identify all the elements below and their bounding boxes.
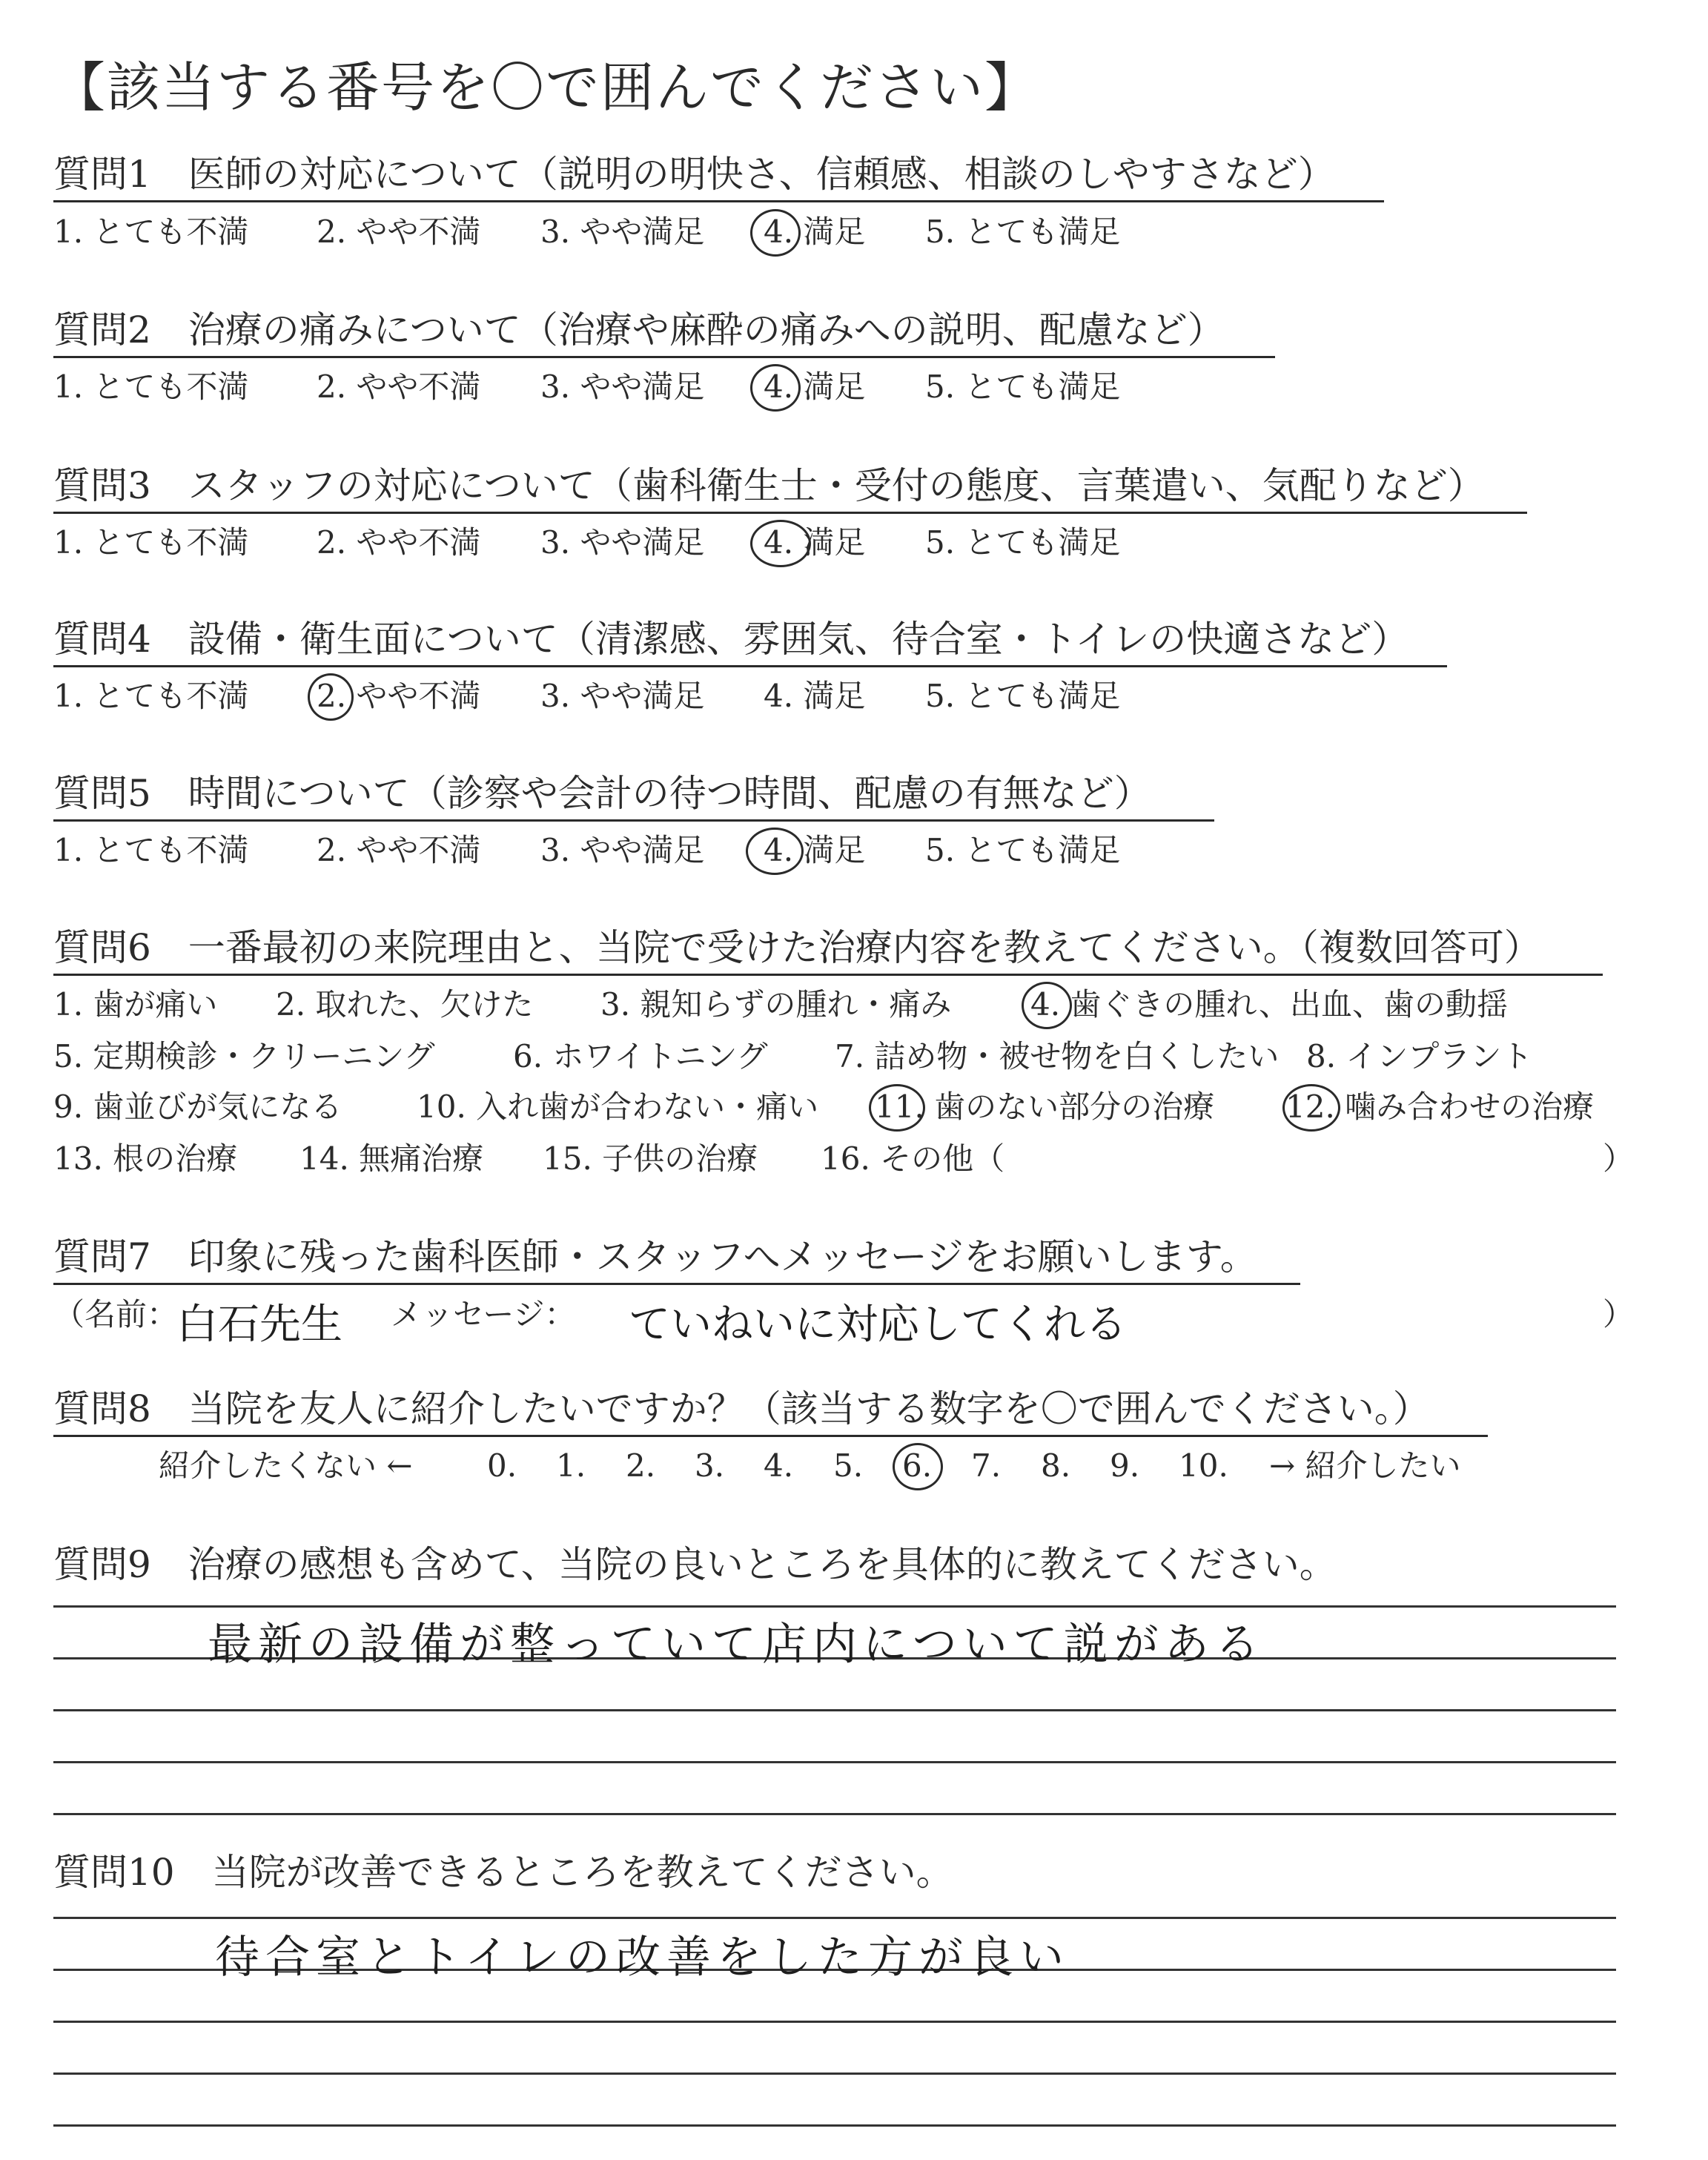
q7-close: ） (1603, 1296, 1635, 1332)
q1-title: 質問1 医師の対応について（説明の明快さ、信頼感、相談のしやすさなど） (53, 153, 1335, 196)
q3-option-4[interactable]: 4. 満足 (764, 524, 866, 561)
q4-option-1[interactable]: 1. とても不満 (53, 678, 249, 714)
q2-option-2[interactable]: 2. やや不満 (317, 369, 481, 405)
q10-answer[interactable]: 待合室とトイレの改善をした方が良い (215, 1932, 1070, 1984)
q5-title: 質問5 時間について（診察や会計の待つ時間、配慮の有無など） (53, 772, 1151, 815)
q4-title: 質問4 設備・衛生面について（清潔感、雰囲気、待合室・トイレの快適さなど） (53, 618, 1409, 661)
q9-answer[interactable]: 最新の設備が整っていて店内について説がある (208, 1619, 1265, 1671)
q7-name-value[interactable]: 白石先生 (176, 1301, 342, 1349)
q3-option-3[interactable]: 3. やや満足 (540, 524, 705, 561)
q10-answer-line-3 (53, 2021, 1616, 2023)
q9-answer-line-1 (53, 1605, 1616, 1608)
q3-option-2[interactable]: 2. やや不満 (317, 524, 481, 561)
q2-title: 質問2 治療の痛みについて（治療や麻酔の痛みへの説明、配慮など） (53, 308, 1225, 351)
q8-scale-1[interactable]: 1. (556, 1447, 586, 1484)
q9-title: 質問9 治療の感想も含めて、当院の良いところを具体的に教えてください。 (53, 1543, 1337, 1586)
q7-message-value[interactable]: ていねいに対応してくれる (629, 1301, 1127, 1349)
q4-option-5[interactable]: 5. とても満足 (925, 678, 1121, 714)
q2-option-1[interactable]: 1. とても不満 (53, 369, 249, 405)
q2-selected-circle (750, 364, 801, 412)
q2-option-4[interactable]: 4. 満足 (764, 369, 866, 405)
q8-scale-9[interactable]: 9. (1110, 1447, 1140, 1484)
q8-selected-circle (893, 1443, 943, 1490)
q6-underline (53, 974, 1603, 976)
q8-left-label: 紹介したくない ← (159, 1447, 413, 1484)
q6-title: 質問6 一番最初の来院理由と、当院で受けた治療内容を教えてください。（複数回答可） (53, 926, 1541, 969)
q5-option-3[interactable]: 3. やや満足 (540, 832, 705, 868)
q8-title: 質問8 当院を友人に紹介したいですか？（該当する数字を〇で囲んでください。） (53, 1387, 1430, 1430)
q6-option-3[interactable]: 3. 親知らずの腫れ・痛み (600, 986, 952, 1023)
q10-answer-line-4 (53, 2073, 1616, 2075)
q6-option-10[interactable]: 10. 入れ歯が合わない・痛い (417, 1089, 819, 1125)
q5-underline (53, 819, 1214, 822)
q6-option-4-circle (1022, 982, 1072, 1029)
q1-option-1[interactable]: 1. とても不満 (53, 214, 249, 250)
q6-option-6[interactable]: 6. ホワイトニング (513, 1038, 768, 1074)
q1-option-2[interactable]: 2. やや不満 (317, 214, 481, 250)
q1-option-4[interactable]: 4. 満足 (764, 214, 866, 250)
q10-answer-line-5 (53, 2124, 1616, 2127)
q8-scale-4[interactable]: 4. (764, 1447, 794, 1484)
q6-option-4[interactable]: 4. 歯ぐきの腫れ、出血、歯の動揺 (1030, 986, 1508, 1023)
q5-selected-circle (746, 828, 804, 875)
q8-scale-7[interactable]: 7. (971, 1447, 1002, 1484)
q10-answer-line-1 (53, 1917, 1616, 1919)
q6-option-16[interactable]: 16. その他（ (821, 1140, 1005, 1177)
q6-option-1[interactable]: 1. 歯が痛い (53, 986, 218, 1023)
q9-answer-line-5 (53, 1813, 1616, 1815)
q7-message-label: メッセージ： (391, 1296, 576, 1332)
q5-option-5[interactable]: 5. とても満足 (925, 832, 1121, 868)
q6-option-2[interactable]: 2. 取れた、欠けた (276, 986, 534, 1023)
q3-selected-circle (750, 520, 811, 567)
q2-underline (53, 356, 1275, 358)
q9-answer-line-3 (53, 1709, 1616, 1711)
q8-scale-10[interactable]: 10. (1179, 1447, 1228, 1484)
q6-option-13[interactable]: 13. 根の治療 (53, 1140, 238, 1177)
page-title: 【該当する番号を〇で囲んでください】 (52, 56, 1040, 119)
q1-option-3[interactable]: 3. やや満足 (540, 214, 705, 250)
q4-option-2[interactable]: 2. やや不満 (317, 678, 481, 714)
q10-title: 質問10 当院が改善できるところを教えてください。 (53, 1851, 953, 1894)
q3-title: 質問3 スタッフの対応について（歯科衛生士・受付の態度、言葉遣い、気配りなど） (53, 464, 1485, 507)
q8-scale-2[interactable]: 2. (626, 1447, 656, 1484)
q6-option-9[interactable]: 9. 歯並びが気になる (53, 1089, 342, 1125)
q6-option-8[interactable]: 8. インプラント (1306, 1038, 1533, 1074)
q8-right-label: → 紹介したい (1269, 1447, 1461, 1484)
q1-option-5[interactable]: 5. とても満足 (925, 214, 1121, 250)
q3-option-5[interactable]: 5. とても満足 (925, 524, 1121, 561)
q4-underline (53, 665, 1447, 667)
q3-underline (53, 512, 1527, 514)
q6-option-5[interactable]: 5. 定期検診・クリーニング (53, 1038, 435, 1074)
q4-option-3[interactable]: 3. やや満足 (540, 678, 705, 714)
q8-scale-0[interactable]: 0. (487, 1447, 517, 1484)
q4-selected-circle (308, 673, 354, 721)
q6-option-14[interactable]: 14. 無痛治療 (299, 1140, 484, 1177)
q8-scale-8[interactable]: 8. (1041, 1447, 1071, 1484)
q8-scale-5[interactable]: 5. (833, 1447, 864, 1484)
q6-option-11-circle (869, 1084, 925, 1132)
q8-underline (53, 1435, 1488, 1437)
q4-option-4[interactable]: 4. 満足 (764, 678, 866, 714)
q2-option-5[interactable]: 5. とても満足 (925, 369, 1121, 405)
q6-option-11[interactable]: 11. 歯のない部分の治療 (875, 1089, 1215, 1125)
q5-option-4[interactable]: 4. 満足 (764, 832, 866, 868)
q1-selected-circle (750, 209, 801, 257)
q6-option-12[interactable]: 12. 噛み合わせの治療 (1285, 1089, 1595, 1125)
q1-underline (53, 200, 1384, 202)
q8-scale-3[interactable]: 3. (695, 1447, 725, 1484)
q7-title: 質問7 印象に残った歯科医師・スタッフへメッセージをお願いします。 (53, 1235, 1257, 1278)
q6-option-15[interactable]: 15. 子供の治療 (543, 1140, 758, 1177)
q7-underline (53, 1283, 1300, 1285)
q6-option-12-circle (1282, 1084, 1340, 1132)
q5-option-2[interactable]: 2. やや不満 (317, 832, 481, 868)
q9-answer-line-4 (53, 1761, 1616, 1763)
q3-option-1[interactable]: 1. とても不満 (53, 524, 249, 561)
q8-scale-6[interactable]: 6. (902, 1447, 933, 1484)
q5-option-1[interactable]: 1. とても不満 (53, 832, 249, 868)
q6-option-7[interactable]: 7. 詰め物・被せ物を白くしたい (835, 1038, 1280, 1074)
q2-option-3[interactable]: 3. やや満足 (540, 369, 705, 405)
q7-name-label: （名前： (53, 1296, 179, 1332)
q6-other-close: ） (1603, 1140, 1635, 1177)
